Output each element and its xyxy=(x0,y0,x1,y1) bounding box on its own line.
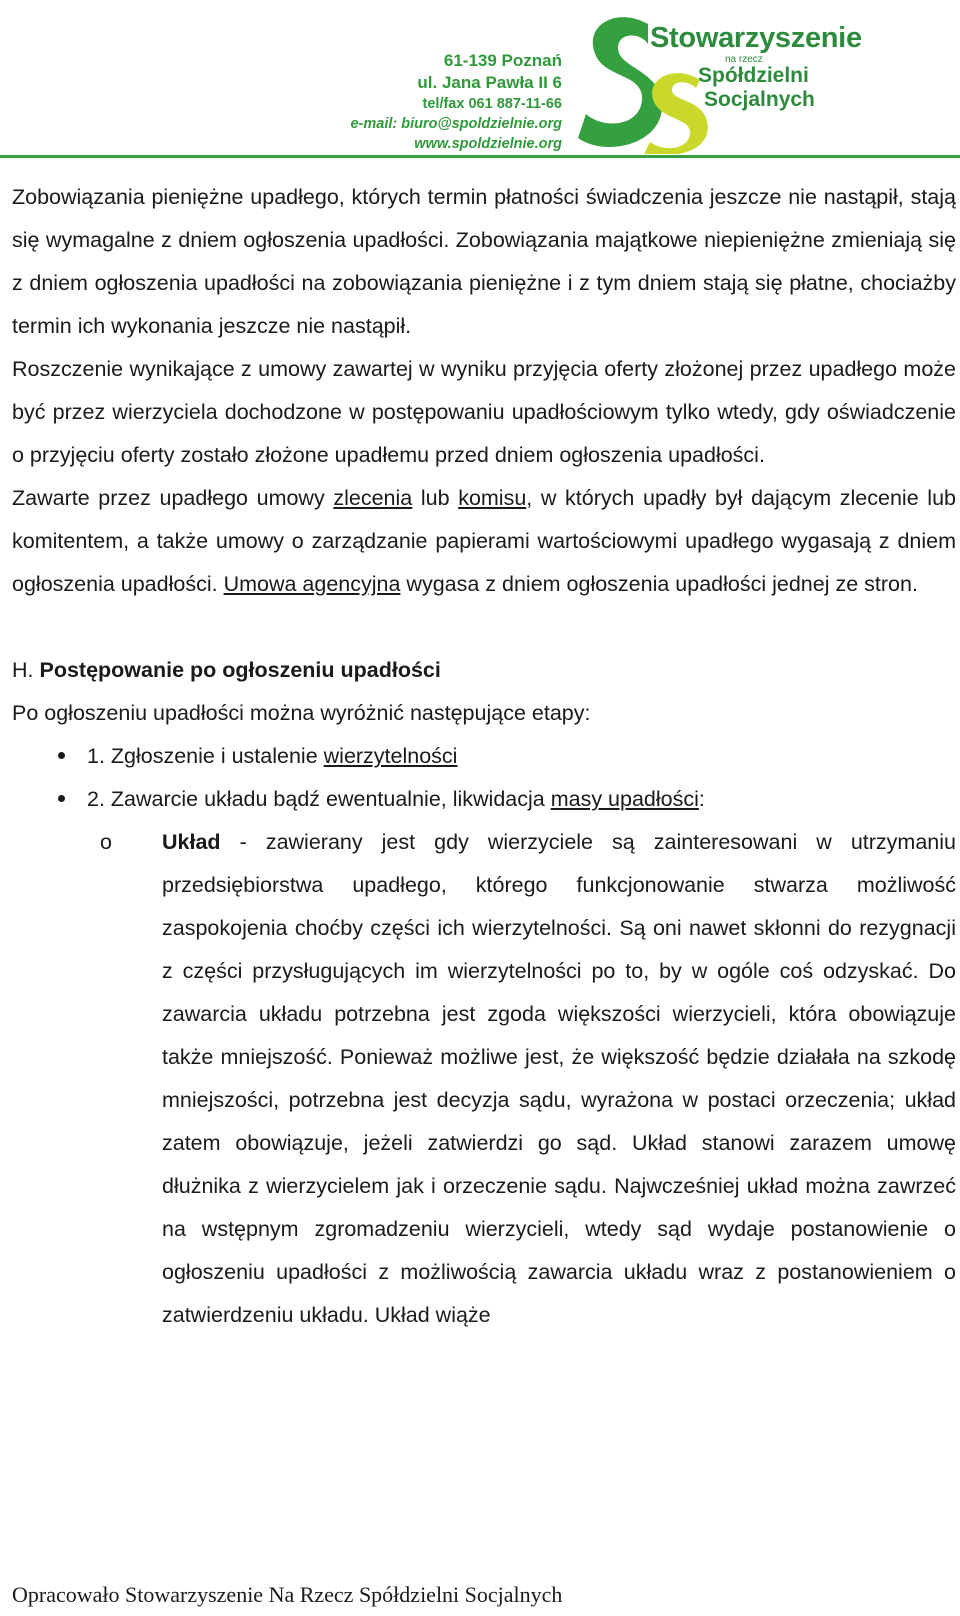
link-zlecenia[interactable]: zlecenia xyxy=(333,486,413,510)
logo-text-socjalnych: Socjalnych xyxy=(704,88,815,111)
intro-text: Po ogłoszeniu upadłości można wyróżnić następujące etapy: xyxy=(12,701,591,725)
sub-item-term: Układ xyxy=(162,830,221,854)
list-item: 2. Zawarcie układu bądź ewentualnie, likwidacja masy upadłości: xyxy=(12,778,956,821)
paragraph-3: Zawarte przez upadłego umowy zlecenia lub komisu, w których upadły był dającym zlecenie lub komitentem, a także umowy o zarządzanie papierami wartościowymi upadłego wygasają z dniem ogłoszenia upadłości. Umowa agencyjna wygasa z dniem ogłoszenia upadłości jednej ze stron. xyxy=(12,486,956,596)
paragraph-1: Zobowiązania pieniężne upadłego, których termin płatności świadczenia jeszcze nie nastąpił, stają się wymagalne z dniem ogłoszenia upadłości. Zobowiązania majątkowe niepieniężne zmieniają się z dniem ogłoszenia upadłości na zobowiązania pieniężne i z tym dniem stają się płatne, chociażby termin ich wykonania jeszcze nie nastąpił. xyxy=(12,185,956,338)
sub-list-item xyxy=(12,821,956,1337)
contact-block xyxy=(350,50,562,154)
spacer xyxy=(12,606,956,649)
phone-number: tel/fax 061 887-11-66 xyxy=(422,96,562,112)
section-title: Postępowanie po ogłoszeniu upadłości xyxy=(39,658,441,682)
postal-code: 61-139 Poznań xyxy=(443,51,562,70)
paragraph-2: Roszczenie wynikające z umowy zawartej w wyniku przyjęcia oferty złożonej przez upadłego może być przez wierzyciela dochodzone w postępowaniu upadłościowym tylko wtedy, gdy oświadczenie o przyjęciu oferty zostało złożone upadłemu przed dniem ogłoszenia upadłości. xyxy=(12,357,956,467)
link-wierzytelnosci[interactable]: wierzytelności xyxy=(323,744,458,768)
sub-item-text: - zawierany jest gdy wierzyciele są zainteresowani w utrzymaniu przedsiębiorstwa upadłego, którego funkcjonowanie stwarza możliwość zaspokojenia choćby części ich wierzytelności. Są oni nawet skłonni do rezygnacji z części przysługujących im wierzytelności po to, by w ogóle coś odzyskać. Do zawarcia układu potrzebna jest zgoda większości wierzycieli, która obowiązuje także mniejszość. Ponieważ możliwe jest, że większość będzie działała na szkodę mniejszości, potrzebna jest decyzja sądu, wyrażona w postaci orzeczenia; układ zatem obowiązuje, jeżeli zatwierdzi go sąd. Układ stanowi zarazem umowę dłużnika z wierzycielem jak i orzeczenie sądu. Najwcześniej układ można zawrzeć na wstępnym zgromadzeniu wierzycieli, wtedy sąd wydaje postanowienie o ogłoszeniu upadłości z możliwością zawarcia układu wraz z postanowieniem o zatwierdzeniu układu. Układ wiąże xyxy=(162,830,956,1327)
website-url: www.spoldzielnie.org xyxy=(414,136,562,152)
document-body xyxy=(12,176,956,1337)
street-address: ul. Jana Pawła II 6 xyxy=(417,73,562,92)
list-item: 1. Zgłoszenie i ustalenie wierzytelności xyxy=(12,735,956,778)
bullet-icon xyxy=(58,795,65,802)
page-header xyxy=(0,0,960,160)
header-divider xyxy=(0,155,960,158)
logo-text-spoldzielni: Spółdzielni xyxy=(698,64,809,87)
logo-text-na-rzecz: na rzecz xyxy=(725,54,763,65)
organization-logo xyxy=(578,4,862,154)
email-address: e-mail: biuro@spoldzielnie.org xyxy=(350,116,562,132)
link-komisu[interactable]: komisu xyxy=(458,486,527,510)
link-masy-upadlosci[interactable]: masy upadłości xyxy=(550,787,699,811)
logo-text-stowarzyszenie: Stowarzyszenie xyxy=(650,22,862,54)
page-footer: Opracowało Stowarzyszenie Na Rzecz Spółdzielni Socjalnych xyxy=(12,1582,563,1607)
sub-bullet-marker: o xyxy=(100,830,112,854)
section-heading xyxy=(12,649,956,692)
link-umowa-agencyjna[interactable]: Umowa agencyjna xyxy=(223,572,401,596)
section-letter: H. xyxy=(12,658,40,682)
bullet-icon xyxy=(58,752,65,759)
